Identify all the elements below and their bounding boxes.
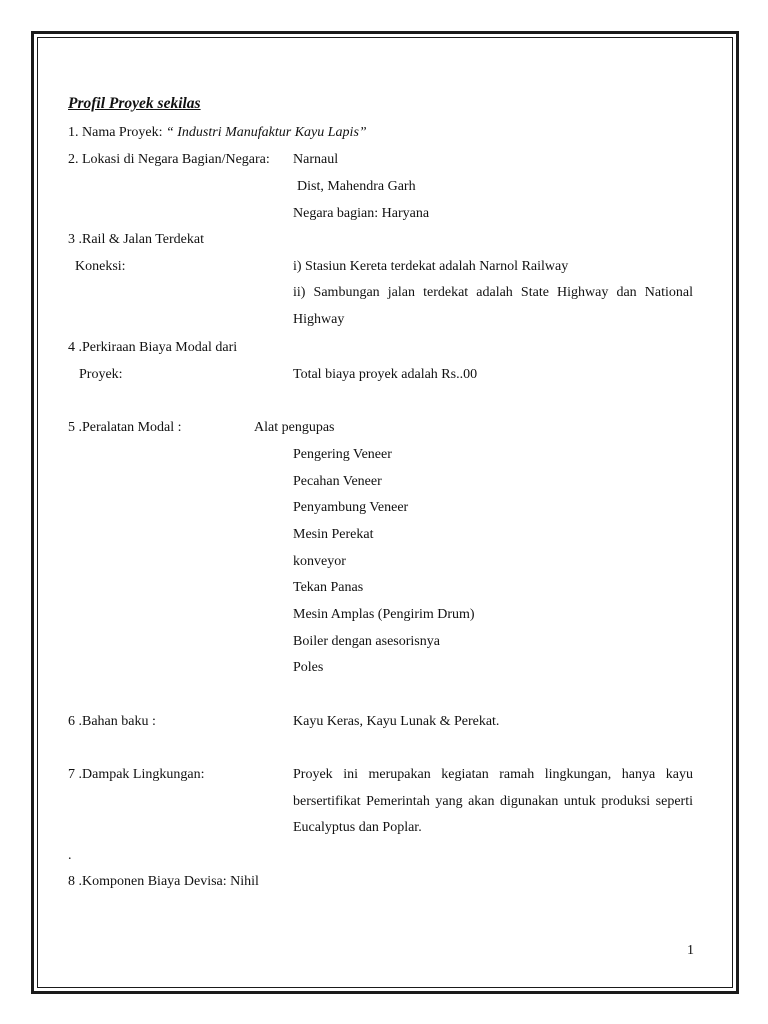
page-number: 1 — [687, 943, 694, 958]
road-connection-text: ii) Sambungan jalan terdekat adalah State Highway dan National Highway — [293, 285, 693, 327]
equipment-item: Boiler dengan asesorisnya — [293, 634, 440, 649]
capital-cost-value: Total biaya proyek adalah Rs..00 — [293, 367, 478, 382]
stray-dot: . — [68, 848, 72, 863]
project-name-value: “ Industri Manufaktur Kayu Lapis” — [165, 125, 367, 140]
equipment-item: Mesin Amplas (Pengirim Drum) — [293, 607, 475, 622]
foreign-cost-label: 8 .Komponen Biaya Devisa: Nihil — [68, 874, 259, 889]
equipment-item: konveyor — [293, 554, 346, 569]
project-name-row — [68, 125, 367, 141]
capital-cost-label-2: Proyek: — [79, 367, 123, 382]
location-label: 2. Lokasi di Negara Bagian/Negara: — [68, 152, 270, 167]
environment-label: 7 .Dampak Lingkungan: — [68, 767, 205, 782]
location-line-2: Dist, Mahendra Garh — [297, 179, 416, 194]
equipment-item: Penyambung Veneer — [293, 500, 409, 515]
raw-material-value: Kayu Keras, Kayu Lunak & Perekat. — [293, 714, 500, 729]
location-line-3: Negara bagian: Haryana — [293, 206, 430, 221]
equipment-label: 5 .Peralatan Modal : — [68, 420, 182, 435]
rail-road-label-2: Koneksi: — [75, 259, 126, 274]
page-title: Profil Proyek sekilas — [68, 95, 201, 112]
equipment-item: Pecahan Veneer — [293, 474, 382, 489]
capital-cost-label-1: 4 .Perkiraan Biaya Modal dari — [68, 340, 238, 355]
project-name-label: 1. Nama Proyek: — [68, 125, 166, 140]
raw-material-label: 6 .Bahan baku : — [68, 714, 156, 729]
equipment-item: Tekan Panas — [293, 580, 364, 595]
equipment-first: Alat pengupas — [254, 420, 335, 435]
rail-station-text: i) Stasiun Kereta terdekat adalah Narnol Railway — [293, 259, 569, 274]
location-line-1: Narnaul — [293, 152, 339, 167]
equipment-item: Mesin Perekat — [293, 527, 374, 542]
rail-road-label-1: 3 .Rail & Jalan Terdekat — [68, 232, 205, 247]
equipment-item: Pengering Veneer — [293, 447, 392, 462]
environment-text: Proyek ini merupakan kegiatan ramah lingkungan, hanya kayu bersertifikat Pemerintah yang akan digunakan untuk produksi seperti Eucalyptus dan Poplar. — [293, 767, 693, 835]
equipment-item: Poles — [293, 660, 324, 675]
